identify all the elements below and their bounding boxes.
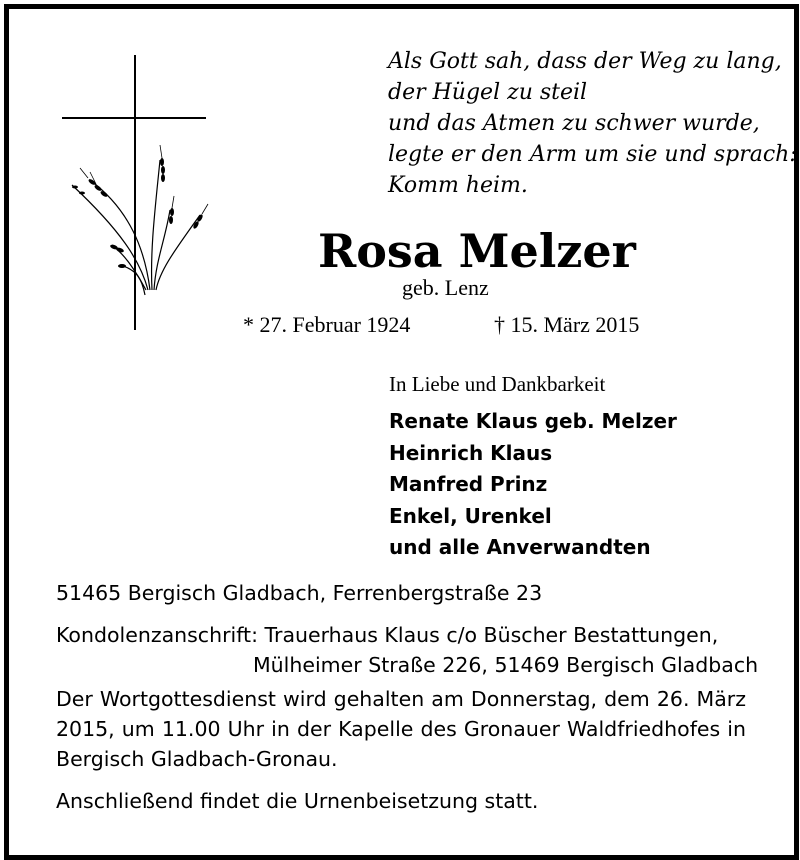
mourner-name: Enkel, Urenkel [389, 503, 552, 528]
service-notice: Der Wortgottesdienst wird gehalten am Donnerstag, dem 26. März 2015, um 11.00 Uhr in der Kapelle des Gronauer Waldfriedhofes in Bergisch Gladbach-Gronau. [56, 687, 746, 771]
poem-line: Als Gott sah, dass der Weg zu lang, [388, 49, 782, 74]
poem-line: der Hügel zu steil [388, 80, 588, 105]
condolence-line: Kondolenzanschrift: Trauerhaus Klaus c/o Büscher Bestattungen, [56, 623, 719, 647]
mourner-name: Renate Klaus geb. Melzer [389, 409, 677, 433]
mourners-list [389, 406, 677, 564]
mourner-name: Manfred Prinz [389, 472, 548, 496]
birth-date: * 27. Februar 1924 [243, 312, 411, 337]
cross-with-wheat-icon [50, 50, 220, 335]
poem-line: legte er den Arm um sie und sprach: [388, 142, 797, 167]
death-date: † 15. März 2015 [494, 312, 640, 337]
deceased-name: Rosa Melzer [318, 224, 636, 278]
poem-line: und das Atmen zu schwer wurde, [388, 111, 760, 136]
poem-line: Komm heim. [388, 173, 528, 198]
poem [388, 46, 797, 201]
condolence-address [56, 620, 759, 680]
home-address: 51465 Bergisch Gladbach, Ferrenbergstraße 23 [56, 581, 543, 605]
mourner-name: Heinrich Klaus [389, 440, 553, 465]
maiden-name: geb. Lenz [402, 275, 489, 300]
mourner-name: und alle Anverwandten [389, 535, 651, 559]
burial-notice: Anschließend findet die Urnenbeisetzung statt. [56, 789, 539, 813]
condolence-line: Mülheimer Straße 226, 51469 Bergisch Gladbach [253, 653, 759, 677]
mourners-intro-text: In Liebe und Dankbarkeit [389, 372, 606, 396]
mourners-intro [389, 368, 605, 400]
